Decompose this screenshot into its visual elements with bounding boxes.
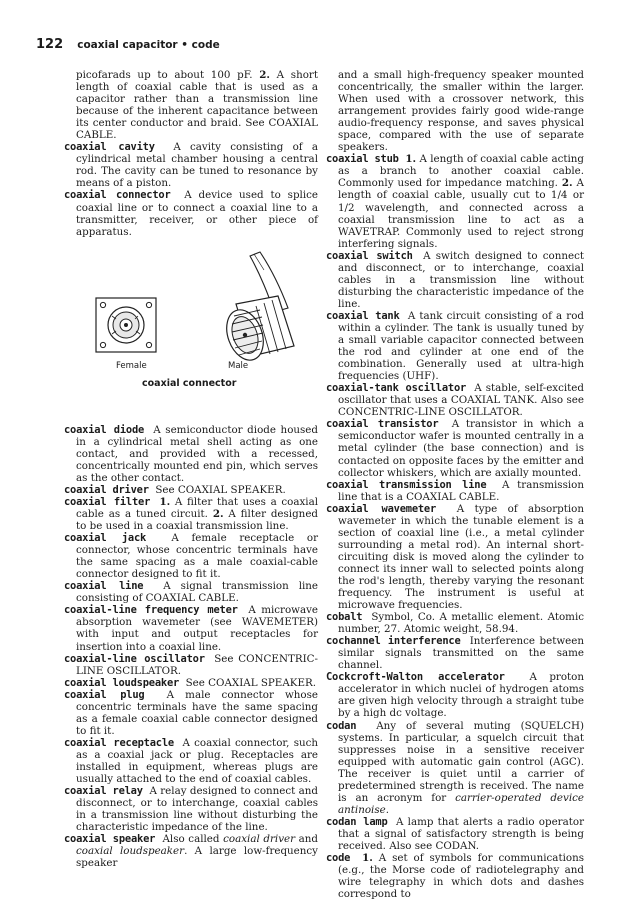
- entry-coaxial-tank: coaxial tank A tank circuit consisting of a rod within a cylinder. The tank is usually tuned by a small variable capacitor connected between the rod and cylinder at one end of the combination. Generally used at ultra-high frequencies (UHF).: [326, 309, 584, 383]
- entry-cobalt: cobalt Symbol, Co. A metallic element. Atomic number, 27. Atomic weight, 58.94.: [326, 611, 585, 636]
- entry-coaxial-connector: coaxial connector A device used to splice coaxial line or to connect a coaxial line to a transmitter, receiver, or other piece of apparatus.: [64, 189, 318, 238]
- headword: codan lamp: [326, 815, 388, 828]
- headword: coaxial switch: [326, 249, 413, 262]
- headword: coaxial jack: [64, 532, 147, 545]
- left-column: [64, 69, 318, 869]
- headword: coaxial wavemeter: [326, 502, 437, 515]
- entry-cochannel-interference: cochannel interference Interference between similar signals transmitted on the same channel.: [326, 635, 584, 672]
- entry-coaxial-filter: coaxial filter 1. A filter that uses a coaxial cable as a tuned circuit. 2. A filter designed to be used in a coaxial transmission line.: [64, 495, 319, 533]
- entry-coaxial-diode: coaxial diode A semiconductor diode housed in a cylindrical metal shell acting as one contact, and provided with a recessed, concentrically mounted end pin, which serves as the other contact.: [64, 423, 318, 484]
- female-connector-drawing: [96, 298, 156, 352]
- headword: Cockcroft-Walton accelerator: [326, 671, 505, 684]
- headword: coaxial transmission line: [326, 478, 487, 491]
- headword: coaxial speaker: [64, 833, 156, 846]
- page-header: [36, 33, 220, 52]
- entry-coaxial-plug: coaxial plug A male connector whose concentric terminals have the same spacing as a female coaxial cable connector designed to fit it.: [64, 688, 319, 737]
- entry-coaxial-jack: coaxial jack A female receptacle or connector, whose concentric terminals have the same spacing as a male coaxial-cable connector designed to fit it.: [64, 532, 318, 581]
- headword: coaxial transistor: [326, 418, 439, 431]
- headword: coaxial plug: [64, 688, 145, 701]
- headword: coaxial connector: [64, 189, 171, 202]
- headword: coaxial diode: [64, 423, 145, 436]
- headword: coaxial-line oscillator: [64, 652, 205, 665]
- running-head: coaxial capacitor • code: [77, 39, 220, 51]
- entry-coaxial-stub: coaxial stub 1. A length of coaxial cable acting as a branch to another coaxial cable. Commonly used for impedance matching. 2. A length of coaxial cable, usually cut to 1/4 or 1/2 wavelength, and connected across a coaxial transmission line to act as a WAVETRAP. Commonly used to reject strong interfering signals.: [326, 153, 585, 250]
- entry-codan-lamp: codan lamp A lamp that alerts a radio operator that a signal of satisfactory strength is being received. Also see CODAN.: [326, 815, 584, 852]
- entry-coaxial-driver: coaxial driver See COAXIAL SPEAKER.: [64, 483, 286, 496]
- headword: coaxial tank: [326, 309, 400, 322]
- entry-coaxial-speaker: coaxial speaker Also called coaxial driver and coaxial loudspeaker. A large low-frequency speaker: [64, 833, 319, 870]
- entry-coaxial-loudspeaker: coaxial loudspeaker See COAXIAL SPEAKER.: [64, 676, 316, 689]
- headword: coaxial driver: [64, 483, 149, 496]
- entry-continuation: picofarads up to about 100 pF. 2. A short length of coaxial cable that is used as a capacitor rather than a transmission line because of the inherent capacitance between its center conductor and braid. See COAXIAL CABLE.: [76, 69, 318, 142]
- male-label: Male: [228, 360, 249, 371]
- headword: codan: [326, 719, 357, 732]
- female-label: Female: [116, 360, 147, 371]
- headword: coaxial line: [64, 580, 144, 593]
- entry-coaxial-relay: coaxial relay A relay designed to connect and disconnect, or to interchange, coaxial cables in a transmission line without disturbing the characteristic impedance of the line.: [64, 785, 318, 834]
- entry-coaxial-transmission-line: coaxial transmission line A transmission line that is a COAXIAL CABLE.: [326, 478, 585, 503]
- right-column: [326, 69, 584, 900]
- headword: code: [326, 852, 351, 865]
- page-number: 122: [36, 37, 64, 52]
- headword: cobalt: [326, 611, 363, 624]
- entry-coaxial-line: coaxial line A signal transmission line consisting of COAXIAL CABLE.: [64, 580, 318, 605]
- entry-coaxial-line-frequency-meter: coaxial-line frequency meter A microwave absorption wavemeter (see WAVEMETER) with input and output receptacles for insertion into a coaxial line.: [64, 604, 319, 653]
- entry-codan: codan Any of several muting (SQUELCH) systems. In particular, a squelch circuit that suppresses noise in a sensitive receiver equipped with automatic gain control (AGC). The receiver is quiet until a carrier of predetermined strength is received. The name is an acronym for carrier-operated device antinoise.: [326, 719, 584, 816]
- headword: coaxial cavity: [64, 141, 155, 154]
- headword: coaxial receptacle: [64, 736, 174, 749]
- entry-coaxial-line-oscillator: coaxial-line oscillator See CONCENTRIC-LINE OSCILLATOR.: [64, 652, 318, 677]
- entry-coaxial-tank-oscillator: coaxial-tank oscillator A stable, self-excited oscillator that uses a COAXIAL TANK. Also see CONCENTRIC-LINE OSCILLATOR.: [326, 382, 584, 419]
- headword: coaxial stub: [326, 153, 399, 166]
- headword: cochannel interference: [326, 635, 461, 648]
- headword: coaxial loudspeaker: [64, 676, 180, 689]
- headword: coaxial filter: [64, 495, 151, 508]
- coaxial-connector-figure: [64, 246, 318, 414]
- entry-continuation: and a small high-frequency speaker mounted concentrically, the smaller within the larger. When used with a crossover network, this arrangement provides fairly good wide-range audio-frequency response, and saves physical space, compared with the use of separate speakers.: [338, 69, 584, 154]
- entry-coaxial-transistor: coaxial transistor A transistor in which a semiconductor wafer is mounted centrally in a metal cylinder (the base connection) and is contacted on opposite faces by the emitter and collector whiskers, which are axially mounted.: [326, 418, 585, 479]
- entry-cockcroft-walton-accelerator: Cockcroft-Walton accelerator A proton accelerator in which nuclei of hydrogen atoms are given high velocity through a straight tube by a high dc voltage.: [326, 671, 584, 720]
- entry-code: code 1. A set of symbols for communications (e.g., the Morse code of radiotelegraphy and wire telegraphy in which dots and dashes correspond to: [326, 852, 584, 900]
- entry-coaxial-wavemeter: coaxial wavemeter A type of absorption wavemeter in which the tunable element is a section of coaxial line (i.e., a metal cylinder surrounding a metal rod). An internal short-circuiting disk is moved along the cylinder to connect its inner wall to selected points along the rod's length, thereby varying the resonant frequency. The instrument is useful at microwave frequencies.: [326, 502, 584, 612]
- headword: coaxial relay: [64, 785, 143, 798]
- male-connector-drawing: [220, 252, 294, 365]
- entry-coaxial-receptacle: coaxial receptacle A coaxial connector, such as a coaxial jack or plug. Receptacles are installed in equipment, whereas plugs are usually attached to the end of coaxial cables.: [64, 736, 319, 786]
- headword: coaxial-tank oscillator: [326, 382, 467, 395]
- figure-caption: coaxial connector: [142, 377, 237, 389]
- headword: coaxial-line frequency meter: [64, 604, 238, 617]
- entry-coaxial-cavity: coaxial cavity A cavity consisting of a cylindrical metal chamber housing a central rod. The cavity can be tuned to resonance by means of a piston.: [64, 141, 319, 190]
- entry-coaxial-switch: coaxial switch A switch designed to connect and disconnect, or to interchange, coaxial cables in a transmission line without disturbing the characteristic impedance of the line.: [326, 249, 585, 310]
